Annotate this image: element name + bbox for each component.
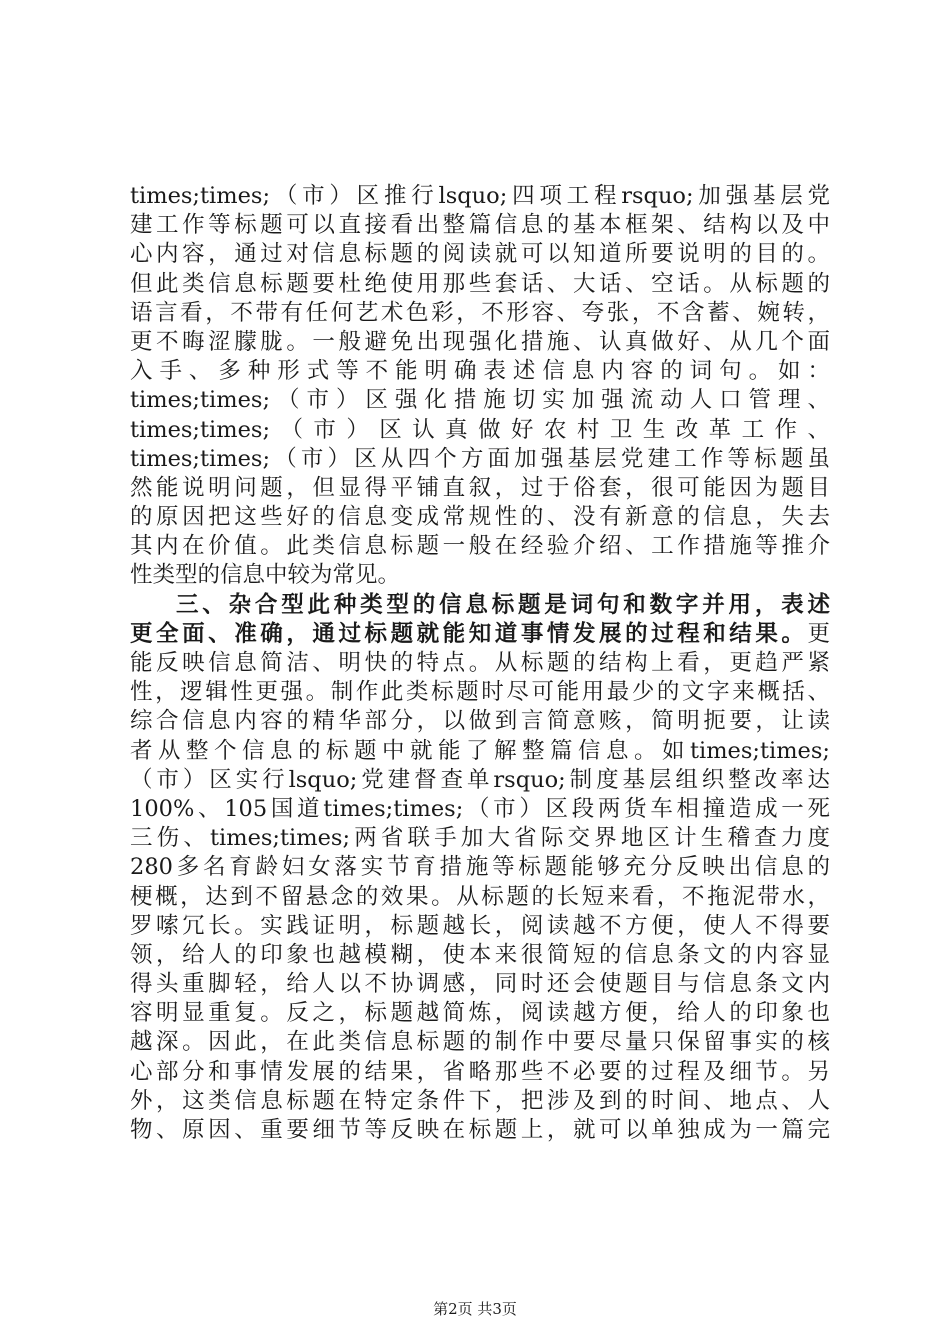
text-line: 性，逻辑性更强。制作此类标题时尽可能用最少的文字来概括、: [130, 679, 830, 706]
text-line: 得头重脚轻，给人以不协调感，同时还会使题目与信息条文内: [130, 971, 830, 998]
text-line: 280多名育龄妇女落实节育措施等标题能够充分反映出信息的: [130, 854, 830, 881]
text-line: 物、原因、重要细节等反映在标题上，就可以单独成为一篇完: [130, 1117, 830, 1143]
text-line: 梗概，达到不留悬念的效果。从标题的长短来看，不拖泥带水，: [130, 883, 830, 910]
paragraph-1: [130, 182, 830, 591]
text-line: 更不晦涩朦胧。一般避免出现强化措施、认真做好、从几个面: [130, 328, 830, 355]
text-line: （市）区实行lsquo;党建督查单rsquo;制度基层组织整改率达: [130, 766, 830, 793]
text-line: 综合信息内容的精华部分，以做到言简意赅，简明扼要，让读: [130, 708, 830, 735]
text-line: 能反映信息简洁、明快的特点。从标题的结构上看，更趋严紧: [130, 650, 830, 676]
text-line: 其内在价值。此类信息标题一般在经验介绍、工作措施等推介: [130, 533, 830, 560]
text-line: 的原因把这些好的信息变成常规性的、没有新意的信息，失去: [130, 504, 830, 531]
text-line: 性类型的信息中较为常见。: [130, 562, 401, 589]
text-line: 但此类信息标题要杜绝使用那些套话、大话、空话。从标题的: [130, 270, 830, 297]
text-line: 心部分和事情发展的结果，省略那些不必要的过程及细节。另: [130, 1058, 830, 1085]
text-line: 然能说明问题，但显得平铺直叙，过于俗套，很可能因为题目: [130, 474, 830, 501]
text-line: 外，这类信息标题在特定条件下，把涉及到的时间、地点、人: [130, 1087, 830, 1114]
text-line: 入手、多种形式等不能明确表述信息内容的词句。如：: [130, 358, 830, 385]
section-heading-line: 三、杂合型此种类型的信息标题是词句和数字并用，表述: [176, 591, 830, 618]
text-line: times;times;（市）区推行lsquo;四项工程rsquo;加强基层党: [130, 183, 830, 209]
text-line: 领，给人的印象也越模糊，使本来很简短的信息条文的内容显: [130, 941, 830, 968]
bold-text: 更全面、准确，通过标题就能知道事情发展的过程和结果。: [130, 620, 808, 647]
text-line: 越深。因此，在此类信息标题的制作中要尽量只保留事实的核: [130, 1029, 830, 1056]
section-heading-line: [130, 620, 830, 649]
text-line: 者从整个信息的标题中就能了解整篇信息。如times;times;: [130, 737, 830, 764]
text-line: times;times;（市）区强化措施切实加强流动人口管理、: [130, 387, 830, 414]
text-line: 语言看，不带有任何艺术色彩，不形容、夸张，不含蓄、婉转，: [130, 299, 830, 326]
text-line: times;times;（市）区认真做好农村卫生改革工作、: [130, 416, 830, 443]
page-footer: [0, 1299, 950, 1319]
text-fragment: 更: [807, 620, 830, 647]
text-line: 100%、105国道times;times;（市）区段两货车相撞造成一死: [130, 795, 830, 822]
page-number: 第2页 共3页: [433, 1300, 517, 1318]
body-text: [130, 182, 830, 1145]
text-line: 建工作等标题可以直接看出整篇信息的基本框架、结构以及中: [130, 212, 830, 239]
text-line: times;times;（市）区从四个方面加强基层党建工作等标题虽: [130, 445, 830, 472]
text-line: 容明显重复。反之，标题越简炼，阅读越方便，给人的印象也: [130, 1000, 830, 1027]
text-line: 罗嗦冗长。实践证明，标题越长，阅读越不方便，使人不得要: [130, 912, 830, 939]
paragraph-2: [130, 591, 830, 1146]
text-line: 三伤、times;times;两省联手加大省际交界地区计生稽查力度: [130, 825, 830, 852]
text-line: 心内容，通过对信息标题的阅读就可以知道所要说明的目的。: [130, 241, 830, 268]
